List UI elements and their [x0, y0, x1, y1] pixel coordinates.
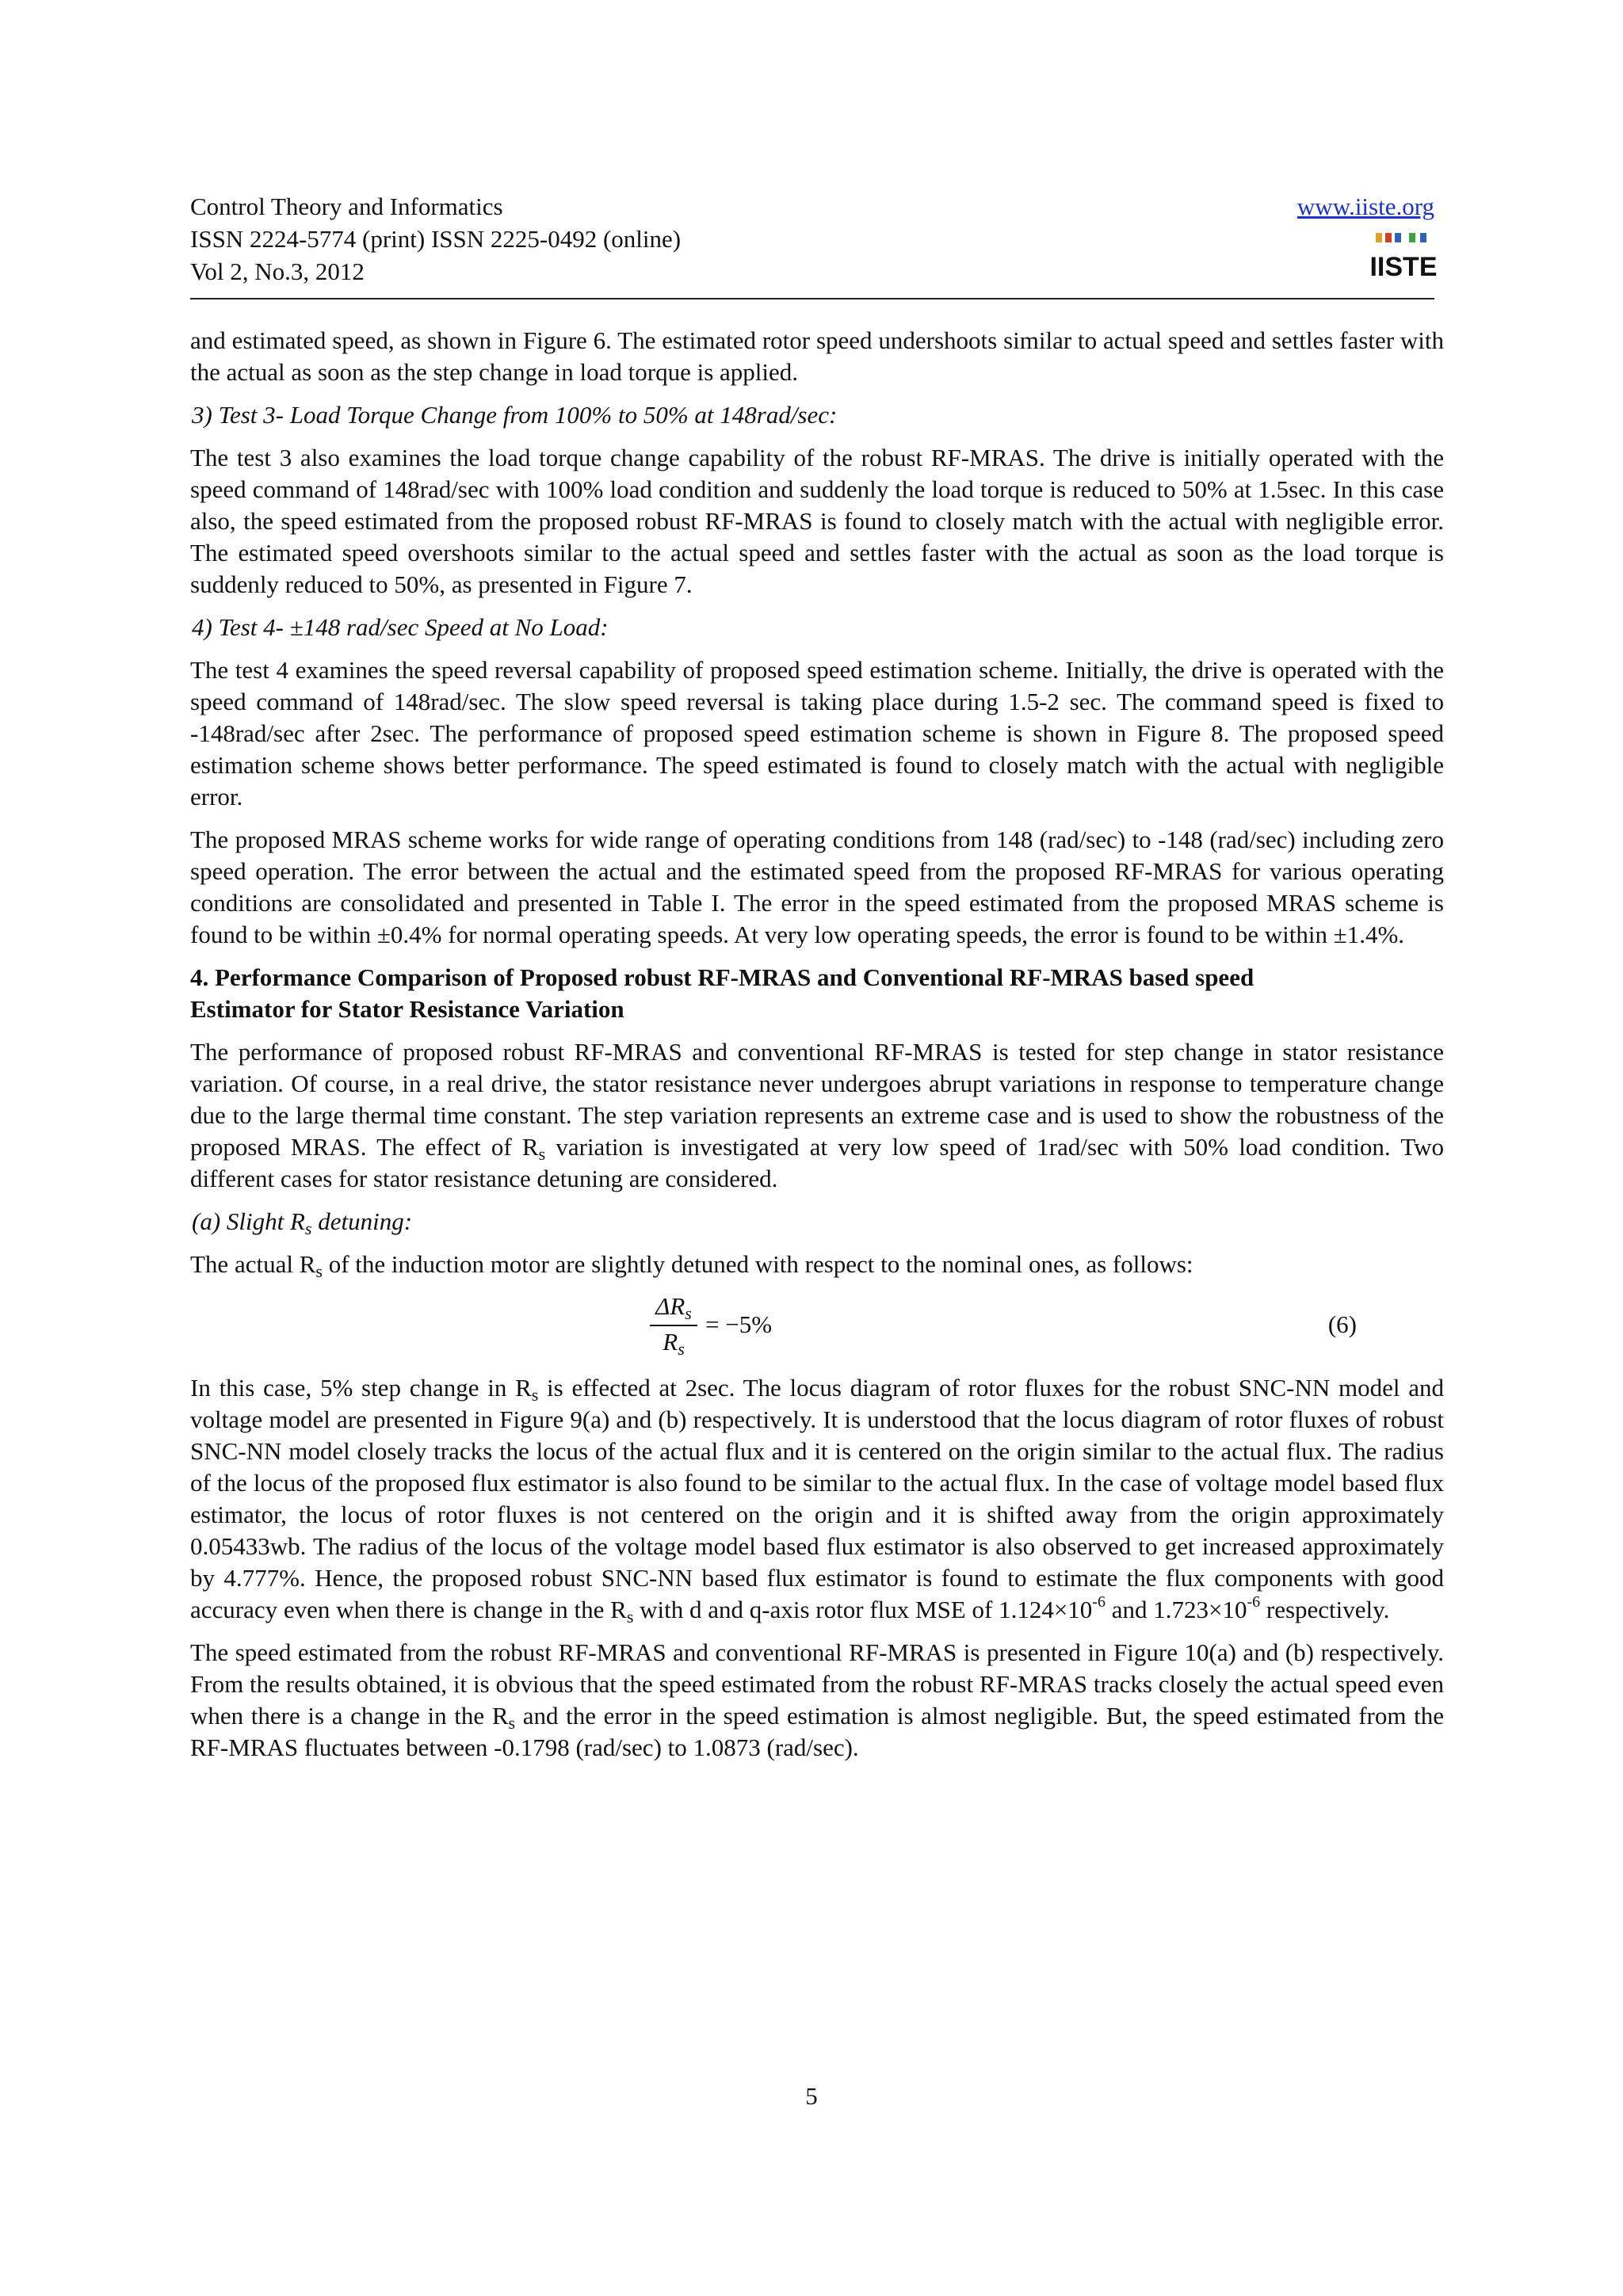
svg-text:IISTE: IISTE: [1369, 252, 1438, 282]
paragraph: The speed estimated from the robust RF-MRAS and conventional RF-MRAS is presented in Figure 10(a) and (b) respectively. From the results obtained, it is obvious that the speed estimated from the robust RF-MRAS tracks closely the actual speed even when there is a change in the $R_s$ and the error in the speed estimation is almost negligible. But, the speed estimated from the RF-MRAS fluctuates between -0.1798 (rad/sec) to 1.0873 (rad/sec).: [190, 1638, 1444, 1761]
page-header: [190, 190, 1438, 288]
test4-heading: 4) Test 4- ±148 rad/sec Speed at No Load:: [192, 613, 609, 641]
paragraph: The test 3 also examines the load torque change capability of the robust RF-MRAS. The drive is initially operated with the speed command of 148rad/sec with 100% load condition and suddenly the load torque is reduced to 50% at 1.5sec. In this case also, the speed estimated from the proposed robust RF-MRAS is found to closely match with the actual with negligible error. The estimated speed overshoots similar to the actual speed and settles faster with the actual as soon as the load torque is suddenly reduced to 50%, as presented in Figure 7.: [190, 444, 1444, 598]
equation-fraction: [650, 1291, 697, 1358]
journal-website-link[interactable]: www.iiste.org: [1296, 193, 1434, 220]
journal-title: Control Theory and Informatics: [190, 193, 503, 220]
header-rule: [190, 298, 1434, 299]
section-heading: [190, 962, 1444, 1025]
iiste-logo: [1369, 231, 1438, 284]
section-heading-line: 4. Performance Comparison of Proposed robust RF-MRAS and Conventional RF-MRAS based speed: [190, 963, 1254, 991]
issn-line: ISSN 2224-5774 (print) ISSN 2225-0492 (online): [190, 225, 682, 253]
equation-rhs: = −5%: [705, 1310, 773, 1338]
paragraph: and estimated speed, as shown in Figure 6. The estimated rotor speed undershoots similar to actual speed and settles faster with the actual as soon as the step change in load torque is applied.: [190, 326, 1444, 386]
equation-number: (6): [1327, 1310, 1357, 1338]
equation-6: [190, 1291, 1444, 1364]
paragraph: The test 4 examines the speed reversal capability of proposed speed estimation scheme. Initially, the drive is operated with the speed command of 148rad/sec. The slow speed reversal is taking place during 1.5-2 sec. The command speed is fixed to -148rad/sec after 2sec. The performance of proposed speed estimation scheme is shown in Figure 8. The proposed speed estimation scheme shows better performance. The speed estimated is found to closely match with the actual with negligible error.: [190, 656, 1444, 810]
volume-line: Vol 2, No.3, 2012: [190, 257, 365, 285]
section-heading-line: Estimator for Stator Resistance Variation: [190, 995, 624, 1023]
paragraph: The performance of proposed robust RF-MRAS and conventional RF-MRAS is tested for step change in stator resistance variation. Of course, in a real drive, the stator resistance never undergoes abrupt variations in response to temperature change due to the large thermal time constant. The step variation represents an extreme case and is used to show the robustness of the proposed MRAS. The effect of $R_s$ variation is investigated at very low speed of 1rad/sec with 50% load condition. Two different cases for stator resistance detuning are considered.: [190, 1038, 1444, 1192]
case-a-heading: (a) Slight $R_s$ detuning:: [192, 1207, 413, 1238]
article-body: [190, 325, 1444, 1775]
paragraph: The actual $R_s$ of the induction motor are slightly detuned with respect to the nominal ones, as follows:: [190, 1250, 1193, 1281]
fraction-numerator: $\Delta R_s$: [650, 1291, 697, 1326]
fraction-denominator: $R_s$: [663, 1328, 685, 1359]
paragraph: The proposed MRAS scheme works for wide range of operating conditions from 148 (rad/sec) to -148 (rad/sec) including zero speed operation. The error between the actual and the estimated speed from the proposed RF-MRAS for various operating conditions are consolidated and presented in Table I. The error in the speed estimated from the proposed MRAS scheme is found to be within ±0.4% for normal operating speeds. At very low operating speeds, the error is found to be within ±1.4%.: [190, 826, 1444, 948]
page-number: 5: [805, 2082, 818, 2110]
test3-heading: 3) Test 3- Load Torque Change from 100% to 50% at 148rad/sec:: [192, 401, 838, 429]
paragraph: In this case, 5% step change in $R_s$ is effected at 2sec. The locus diagram of rotor fluxes for the robust SNC-NN model and voltage model are presented in Figure 9(a) and (b) respectively. It is understood that the locus diagram of rotor fluxes of robust SNC-NN model closely tracks the locus of the actual flux and it is centered on the origin similar to the actual flux. The radius of the locus of the proposed flux estimator is also found to be similar to the actual flux. In the case of voltage model based flux estimator, the locus of rotor fluxes is not centered on the origin and it is shifted away from the origin approximately 0.05433wb. The radius of the locus of the voltage model based flux estimator is also observed to get increased approximately by 4.777%. Hence, the proposed robust SNC-NN based flux estimator is found to estimate the flux components with good accuracy even when there is change in the $R_s$ with d and q-axis rotor flux MSE of $1.124\times 10^{-6}$ and $1.723\times 10^{-6}$ respectively.: [190, 1374, 1444, 1627]
